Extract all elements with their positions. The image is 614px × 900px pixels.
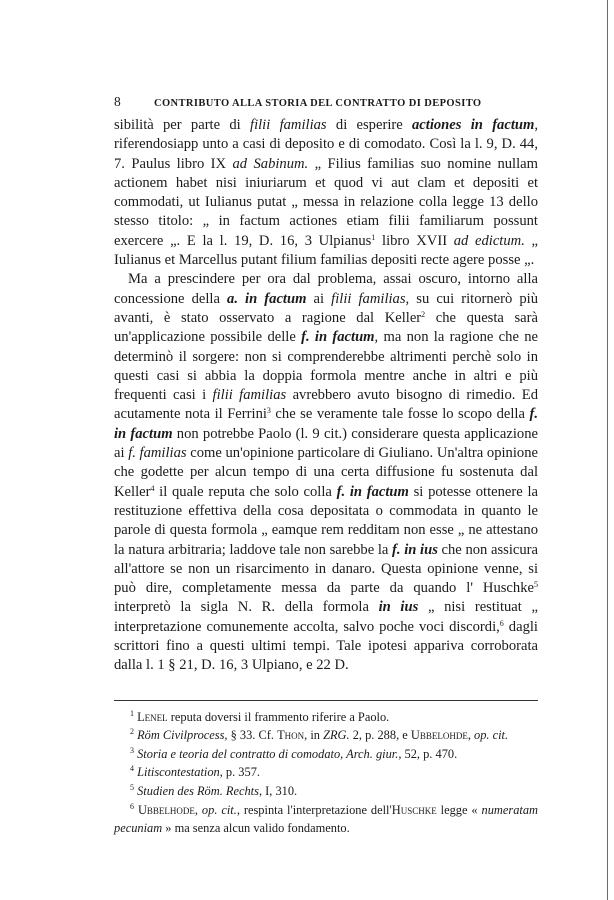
page-edge-line [607, 0, 608, 900]
footnote-1: $^1$ Lenel reputa doversi il frammento riferire a Paolo. [130, 708, 390, 724]
footnote-4: $^4$ Litiscontestation, p. 357. [130, 764, 260, 780]
paragraph-1: sibilità per parte di filii familias di esperire actiones in factum, riferendosiapp unto a casi di deposito e di comodato. Così la l. 9, D. 44, 7. Paulus libro IX ad Sabinum. „ Filius familias suo nomine nullam actionem habet nisi iniuriarum et quod vi aut clam et depositi et commodati, ut Iulianus putat „ messa in relazione colla legge 13 dello stesso titolo: „ in factum actiones etiam filii familiarum possunt exercere „. E la l. 19, D. 16, 3 Ulpianus$^1$ libro XVII ad edictum. „ Iulianus et Marcellus putant filium familias depositi recte agere posse „. [114, 117, 539, 269]
footnote-6: $^6$ Ubbelhode, op. cit., respinta l'interpretazione dell'Huschke legge « numeratam pecuniam » ma senza alcun valido fondamento. [114, 801, 538, 836]
running-title: CONTRIBUTO ALLA STORIA DEL CONTRATTO DI DEPOSITO [154, 98, 482, 109]
footnote-5: $^5$ Studien des Röm. Rechts, I, 310. [130, 782, 298, 798]
footnote-2: $^2$ Röm Civilprocess, § 33. Cf. Thon, in ZRG. 2, p. 288, e Ubbelohde, op. cit. [130, 727, 509, 743]
footnote-separator [114, 700, 538, 701]
document-page [114, 94, 538, 838]
page-number: 8 [114, 94, 121, 109]
footnotes [114, 708, 538, 838]
footnote-3: $^3$ Storia e teoria del contratto di comodato, Arch. giur., 52, p. 470. [130, 745, 458, 761]
paragraph-2: Ma a prescindere per ora dal problema, assai oscuro, intorno alla concessione della a. in factum ai filii familias, su cui ritornerò più avanti, è stato osservato a ragione dal Keller$^2$ che questa sarà un'applicazione possibile delle f. in factum, ma non la ragione che ne determinò il sorgere: non si comprenderebbe altrimenti perchè solo in questi casi si abbia la doppia formola mentre anche in altri e più frequenti casi i filii familias avrebbero avuto bisogno di rimedio. Ed acutamente nota il Ferrini$^3$ che se veramente tale fosse lo scopo della f. in factum non potrebbe Paolo (l. 9 cit.) considerare questa applicazione ai f. familias come un'opinione particolare di Giuliano. Un'altra opinione che godette per alcun tempo di una certa diffusione fu sostenuta dal Keller$^4$ il quale reputa che solo colla f. in factum si potesse ottenere la restituzione effettiva della cosa depositata o commodata in quanto le parole di questa formola „ eamque rem redditam non esse „ ne attestano la natura arbitraria; laddove tale non sarebbe la f. in ius che non assicura all'attore se non un risarcimento in danaro. Questa opinione venne, si può dire, completamente messa da parte da quando l' Huschke$^5$ interpretò la sigla N. R. della formola in ius „ nisi restituat „ interpretazione comunemente accolta, salvo poche voci discordi,$^6$ dagli scrittori fino a questi ultimi tempi. Tale ipotesi appariva corroborata dalla l. 1 § 21, D. 16, 3 Ulpiano, e 22 D. [114, 271, 539, 674]
running-header [114, 94, 538, 116]
main-text [114, 116, 538, 676]
